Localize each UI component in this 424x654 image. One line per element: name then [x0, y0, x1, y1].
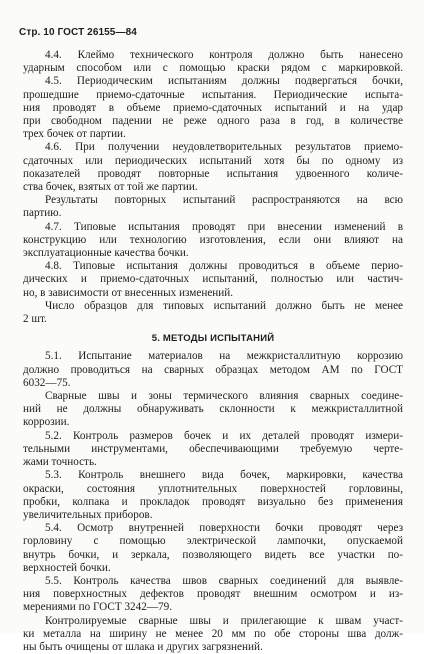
text-line: Контролируемые сварные швы и прилегающие к швам участ-: [45, 614, 403, 627]
text-line: дических и приемо-сдаточных испытаний, полностью или частич-: [23, 273, 403, 286]
clause-4-block: [23, 49, 403, 326]
text-line: 4.6. При получении неудовлетворительных результатов приемо-: [45, 141, 403, 154]
text-line: 2 шт.: [23, 313, 47, 326]
text-line: показателей проводят повторные испытания удвоенного количе-: [23, 167, 403, 180]
text-line: 4.5. Периодическим испытаниям должны подвергаться бочки,: [45, 75, 403, 88]
text-line: 4.4. Клеймо технического контроля должно быть нанесено: [45, 49, 403, 61]
text-line: прошедшие приемо-сдаточные испытания. Периодические испыта-: [23, 88, 403, 101]
section-title: 5. МЕТОДЫ ИСПЫТАНИЙ: [151, 333, 275, 345]
text-line: жами точность.: [23, 456, 97, 469]
text-line: внутрь бочки, и зеркала, позволяющего видеть все участки по-: [23, 548, 403, 561]
text-line: трех бочек от партии.: [23, 128, 126, 141]
text-line: 5.3. Контроль внешнего вида бочек, маркировки, качества: [45, 469, 403, 482]
text-line: ки металла на ширину не менее 20 мм по обе стороны шва долж-: [23, 627, 403, 640]
text-line: 5.4. Осмотр внутренней поверхности бочки проводят через: [45, 522, 403, 535]
text-line: но, в зависимости от внесенных изменений.: [23, 286, 234, 299]
text-line: ны быть очищены от шлака и других загрязнений.: [23, 640, 263, 653]
text-line: верхностей бочки.: [23, 561, 111, 574]
text-line: горловину с помощью электрической лампочки, опускаемой: [23, 535, 403, 548]
text-line: ний не должны обнаруживать склонности к межкристаллитной: [23, 403, 403, 416]
text-line: 4.7. Типовые испытания проводят при внесении изменений в: [45, 220, 403, 233]
page-header: Стр. 10 ГОСТ 26155—84: [19, 27, 137, 38]
text-line: пробки, колпака и прокладок проводят визуально без применения: [23, 495, 403, 508]
text-line: коррозии.: [23, 416, 70, 429]
text-line: окраски, состояния уплотнительных поверхностей горловины,: [23, 482, 403, 495]
text-line: ния проводят в объеме приемо-сдаточных испытаний и на удар: [23, 101, 403, 114]
text-line: Число образцов для типовых испытаний должно быть не менее: [45, 299, 403, 312]
text-line: 5.1. Испытание материалов на межкристаллитную коррозию: [45, 350, 403, 363]
text-line: должно проводиться на сварных образцах методом АМ по ГОСТ: [23, 363, 403, 376]
text-line: 5.5. Контроль качества швов сварных соединений для выявле-: [45, 574, 403, 587]
text-line: мерениями по ГОСТ 3242—79.: [23, 601, 173, 614]
text-line: тельными инструментами, обеспечивающими требуемую черте-: [23, 442, 403, 455]
text-line: увеличительных приборов.: [23, 508, 153, 521]
text-line: ударным способом или с помощью краски рядом с маркировкой.: [23, 62, 403, 75]
text-line: при свободном падении не реже одного раза в год, в количестве: [23, 115, 403, 128]
text-line: конструкцию или технологию изготовления, если они влияют на: [23, 233, 403, 246]
clause-5-block: [23, 350, 403, 654]
text-line: Результаты повторных испытаний распространяются на всю: [45, 194, 403, 207]
text-line: сдаточных или периодических испытаний хотя бы по одному из: [23, 154, 403, 167]
text-line: ства бочек, взятых от той же партии.: [23, 181, 198, 194]
text-line: Сварные швы и зоны термического влияния сварных соедине-: [45, 390, 403, 403]
text-line: эксплуатационные качества бочки.: [23, 247, 189, 260]
text-line: 5.2. Контроль размеров бочек и их деталей проводят измери-: [45, 429, 403, 442]
text-line: 4.8. Типовые испытания должны проводиться в объеме перио-: [45, 260, 403, 273]
text-line: ния поверхностных дефектов проводят внешним осмотром и из-: [23, 588, 403, 601]
page-body: [23, 49, 403, 654]
text-line: 6032—75.: [23, 376, 71, 389]
text-line: партию.: [23, 207, 62, 220]
